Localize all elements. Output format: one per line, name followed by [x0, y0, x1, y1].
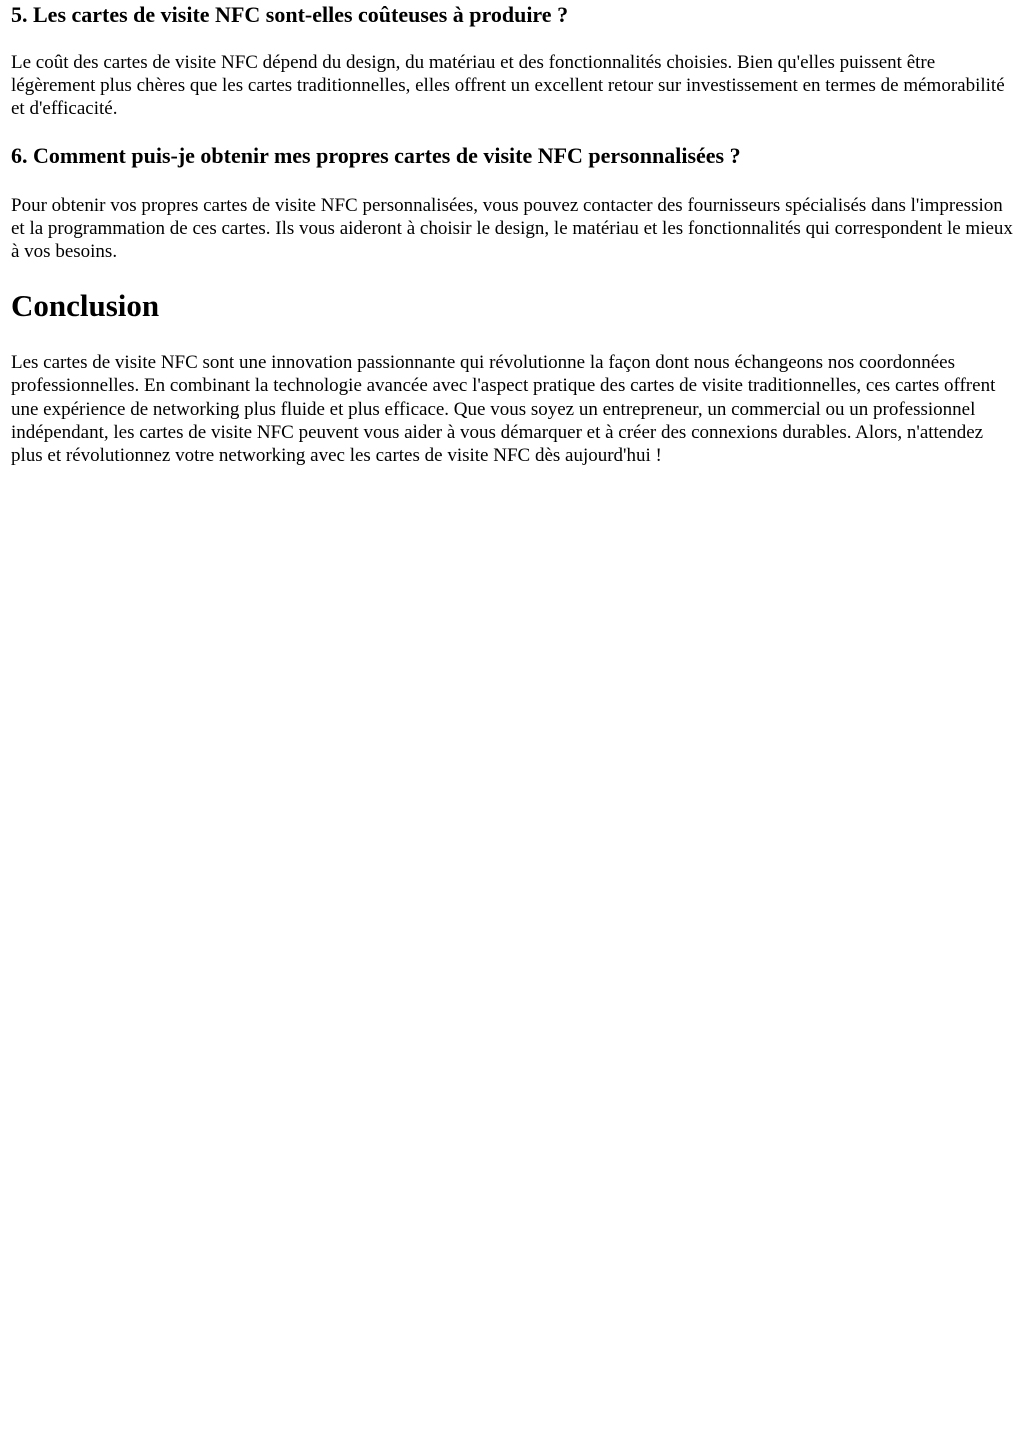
article-content — [0, 1, 1024, 467]
faq-heading-obtain: 6. Comment puis-je obtenir mes propres cartes de visite NFC personnalisées ? — [11, 142, 741, 168]
faq-answer-cost: Le coût des cartes de visite NFC dépend du design, du matériau et des fonctionnalités choisies. Bien qu'elles puissent être légèrement plus chères que les cartes traditionnelles, elles offrent un excellent retour sur investissement en termes de mémorabilité et d'efficacité. — [11, 52, 1005, 120]
faq-answer-obtain: Pour obtenir vos propres cartes de visite NFC personnalisées, vous pouvez contacter des fournisseurs spécialisés dans l'impression et la programmation de ces cartes. Ils vous aideront à choisir le design, le matériau et les fonctionnalités qui correspondent le mieux à vos besoins. — [11, 194, 1013, 263]
conclusion-heading: Conclusion — [11, 288, 160, 324]
conclusion-paragraph: Les cartes de visite NFC sont une innovation passionnante qui révolutionne la façon dont nous échangeons nos coordonnées professionnelles. En combinant la technologie avancée avec l'aspect pratique des cartes de visite traditionnelles, ces cartes offrent une expérience de networking plus fluide et plus efficace. Que vous soyez un entrepreneur, un commercial ou un professionnel indépendant, les cartes de visite NFC peuvent vous aider à vous démarquer et à créer des connexions durables. Alors, n'attendez plus et révolutionnez votre networking avec les cartes de visite NFC dès aujourd'hui ! — [11, 352, 996, 467]
faq-heading-cost: 5. Les cartes de visite NFC sont-elles coûteuses à produire ? — [11, 2, 569, 27]
